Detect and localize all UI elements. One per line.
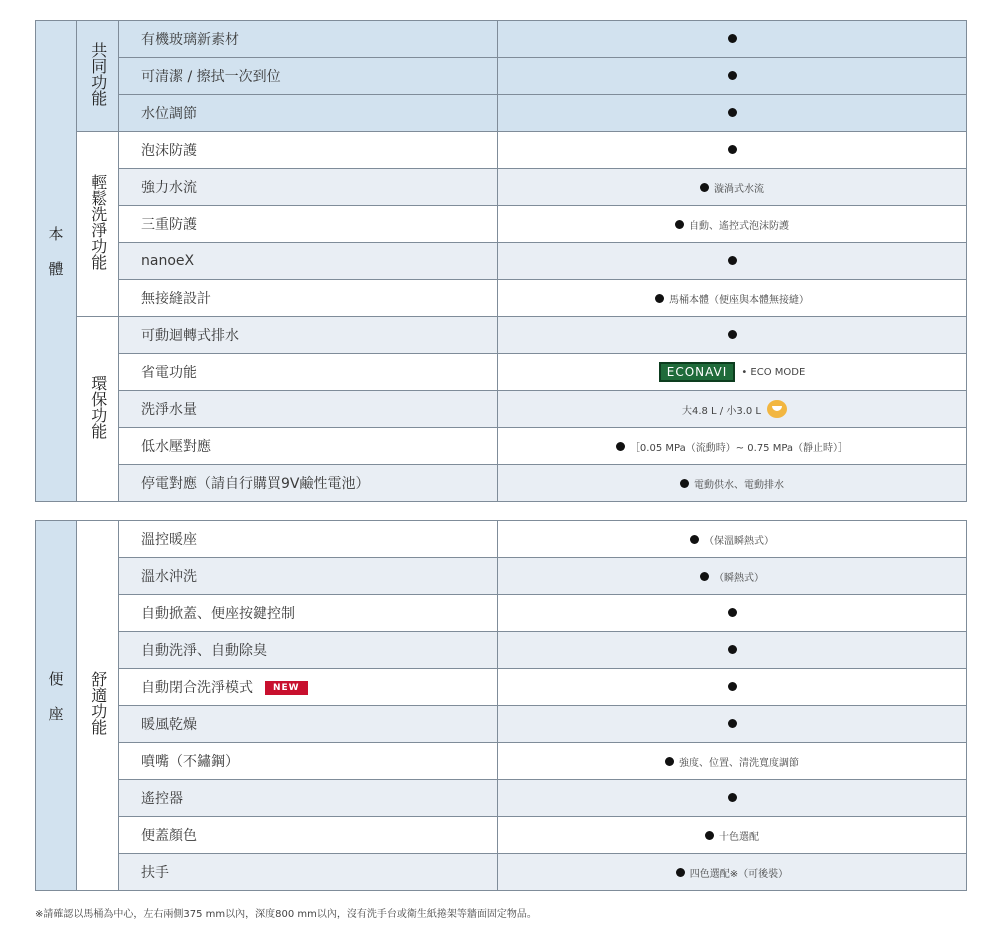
filled-dot-icon [728, 34, 737, 43]
filled-dot-icon [728, 145, 737, 154]
feature-note: 馬桶本體（便座與本體無接縫） [669, 294, 809, 306]
feature-value [498, 465, 967, 502]
group-label-eco: 環保功能 [77, 317, 119, 502]
table-row [36, 317, 967, 354]
filled-dot-icon [680, 479, 689, 488]
feature-name: 可動迴轉式排水 [119, 317, 498, 354]
filled-dot-icon [728, 256, 737, 265]
feature-name: 扶手 [119, 854, 498, 891]
feature-name: 噴嘴（不鏽鋼） [119, 743, 498, 780]
feature-note: ［0.05 MPa（流動時）~ 0.75 MPa（靜止時）］ [629, 442, 849, 454]
group-label-easy-clean: 輕鬆洗淨功能 [77, 132, 119, 317]
feature-name: 洗淨水量 [119, 391, 498, 428]
feature-name: 便蓋顏色 [119, 817, 498, 854]
feature-value [498, 317, 967, 354]
spec-table-body [35, 20, 967, 502]
feature-note: 強度、位置、清洗寬度調節 [679, 757, 799, 769]
feature-value [498, 428, 967, 465]
feature-name: 可清潔 / 擦拭一次到位 [119, 58, 498, 95]
filled-dot-icon [700, 572, 709, 581]
new-badge: NEW [265, 681, 308, 695]
feature-name: 溫控暖座 [119, 521, 498, 558]
econavi-logo: ECONAVI [659, 362, 736, 382]
table-row [36, 669, 967, 706]
filled-dot-icon [700, 183, 709, 192]
table-row [36, 817, 967, 854]
filled-dot-icon [728, 645, 737, 654]
table-row [36, 521, 967, 558]
feature-value [498, 206, 967, 243]
feature-note: 漩渦式水流 [714, 183, 764, 195]
filled-dot-icon [665, 757, 674, 766]
feature-name-text: 自動閉合洗淨模式 [141, 680, 253, 696]
table-row [36, 354, 967, 391]
feature-name: 自動掀蓋、便座按鍵控制 [119, 595, 498, 632]
filled-dot-icon [690, 535, 699, 544]
feature-name [119, 669, 498, 706]
feature-note: （保溫瞬熱式） [704, 535, 774, 547]
feature-note: 四色選配※（可後裝） [689, 868, 789, 880]
filled-dot-icon [728, 793, 737, 802]
footnote: ※請確認以馬桶為中心，左右兩側375 mm以內，深度800 mm以內，沒有洗手台或衛生紙捲架等牆面固定物品。 [35, 909, 537, 920]
table-row [36, 558, 967, 595]
group-label-comfort: 舒適功能 [77, 521, 119, 891]
feature-value [498, 354, 967, 391]
feature-value [498, 817, 967, 854]
table-row [36, 243, 967, 280]
feature-name: 三重防護 [119, 206, 498, 243]
table-row [36, 280, 967, 317]
feature-name: 無接縫設計 [119, 280, 498, 317]
table-row [36, 132, 967, 169]
table-row [36, 706, 967, 743]
feature-name: 停電對應（請自行購買9V鹼性電池） [119, 465, 498, 502]
feature-value [498, 243, 967, 280]
filled-dot-icon [728, 719, 737, 728]
feature-value [498, 58, 967, 95]
feature-value [498, 706, 967, 743]
feature-note: 電動供水、電動排水 [694, 479, 784, 491]
table-row [36, 58, 967, 95]
table-row [36, 206, 967, 243]
feature-name: 暖風乾燥 [119, 706, 498, 743]
filled-dot-icon [728, 330, 737, 339]
filled-dot-icon [705, 831, 714, 840]
table-row [36, 632, 967, 669]
feature-value [498, 632, 967, 669]
table-row [36, 21, 967, 58]
table-row [36, 854, 967, 891]
table-row [36, 95, 967, 132]
table-row [36, 743, 967, 780]
table-row [36, 780, 967, 817]
feature-value [498, 743, 967, 780]
feature-value [498, 132, 967, 169]
feature-value [498, 169, 967, 206]
filled-dot-icon [728, 608, 737, 617]
filled-dot-icon [728, 108, 737, 117]
feature-value [498, 595, 967, 632]
filled-dot-icon [675, 220, 684, 229]
table-row [36, 391, 967, 428]
feature-name: 溫水沖洗 [119, 558, 498, 595]
feature-note: 自動、遙控式泡沫防護 [689, 220, 789, 232]
feature-value [498, 521, 967, 558]
water-drop-face-icon [767, 400, 787, 418]
table-row [36, 595, 967, 632]
section-label-body: 本體 [36, 21, 77, 502]
feature-name: 低水壓對應 [119, 428, 498, 465]
feature-name: 泡沫防護 [119, 132, 498, 169]
table-row [36, 169, 967, 206]
spec-table-seat [35, 520, 967, 891]
group-label-common: 共同功能 [77, 21, 119, 132]
feature-name: 省電功能 [119, 354, 498, 391]
feature-name: 遙控器 [119, 780, 498, 817]
feature-name: 自動洗淨、自動除臭 [119, 632, 498, 669]
feature-value [498, 21, 967, 58]
filled-dot-icon [728, 682, 737, 691]
section-label-seat: 便座 [36, 521, 77, 891]
feature-note: （瞬熱式） [714, 572, 764, 584]
feature-value [498, 669, 967, 706]
feature-value [498, 391, 967, 428]
feature-name: 水位調節 [119, 95, 498, 132]
feature-value [498, 854, 967, 891]
filled-dot-icon [655, 294, 664, 303]
feature-value [498, 558, 967, 595]
feature-value [498, 95, 967, 132]
filled-dot-icon [728, 71, 737, 80]
feature-value [498, 280, 967, 317]
feature-value [498, 780, 967, 817]
feature-name: 強力水流 [119, 169, 498, 206]
feature-name: 有機玻璃新素材 [119, 21, 498, 58]
table-row [36, 428, 967, 465]
feature-name: nanoeX [119, 243, 498, 280]
filled-dot-icon [676, 868, 685, 877]
filled-dot-icon [616, 442, 625, 451]
feature-note: • ECO MODE [741, 366, 806, 378]
feature-note: 十色選配 [719, 831, 759, 843]
table-row [36, 465, 967, 502]
feature-note: 大4.8 L / 小3.0 L [681, 405, 762, 417]
